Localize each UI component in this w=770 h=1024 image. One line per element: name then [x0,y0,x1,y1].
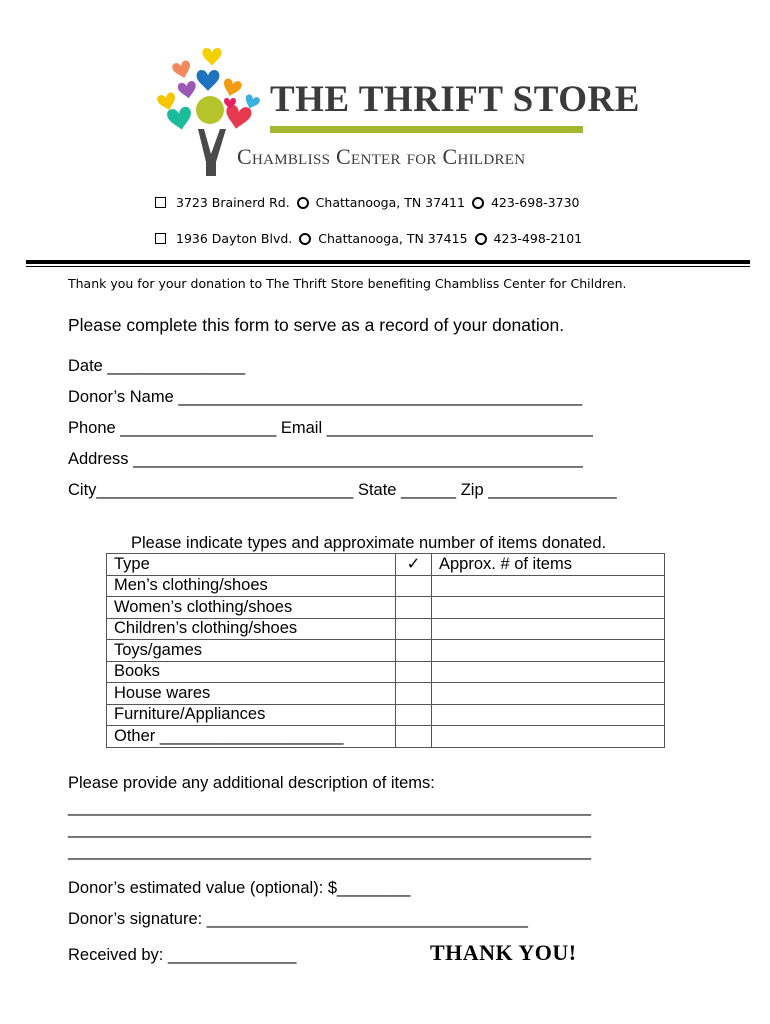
brand-subtitle: Chambliss Center for Children [237,144,526,169]
item-check-cell[interactable] [396,618,432,640]
location-street: 1936 Dayton Blvd. [176,231,293,246]
brand-title: THE THRIFT STORE [270,79,640,120]
table-row [107,597,665,619]
table-row [107,575,665,597]
bullet-circle-icon [472,197,484,209]
item-check-cell[interactable] [396,704,432,726]
header-check: ✓ [396,554,432,576]
item-count-cell[interactable] [432,640,665,662]
item-count-cell[interactable] [432,683,665,705]
location-row-1 [155,195,580,210]
bullet-circle-icon [475,233,487,245]
bullet-circle-icon [297,197,309,209]
item-check-cell[interactable] [396,683,432,705]
location-city: Chattanooga, TN 37411 [315,195,465,210]
item-check-cell[interactable] [396,726,432,748]
intro-text: Please complete this form to serve as a record of your donation. [68,315,565,335]
item-count-cell[interactable] [432,575,665,597]
city-state-zip-field[interactable]: City____________________________ State ______ Zip ______________ [68,481,617,499]
table-header-row [107,554,665,576]
description-line[interactable]: _________________________________________________________ [68,820,592,838]
item-check-cell[interactable] [396,597,432,619]
item-type: Books [107,661,396,683]
description-line[interactable]: _________________________________________________________ [68,798,592,816]
phone-email-field[interactable]: Phone _________________ Email _____________________________ [68,419,593,437]
item-type: Women’s clothing/shoes [107,597,396,619]
table-row [107,661,665,683]
date-field[interactable]: Date _______________ [68,357,246,375]
header-rule-thick [26,260,750,264]
received-by-field[interactable]: Received by: ______________ [68,946,297,964]
header-approx: Approx. # of items [432,554,665,576]
brand-accent-bar [270,126,583,133]
items-table [106,553,665,748]
location-phone: 423-698-3730 [490,195,580,210]
donor-name-field[interactable]: Donor’s Name ____________________________________________ [68,388,583,406]
item-check-cell[interactable] [396,575,432,597]
item-count-cell[interactable] [432,661,665,683]
description-label: Please provide any additional description of items: [68,774,435,792]
thank-you-text: THANK YOU! [430,940,577,965]
table-row [107,618,665,640]
item-type: Children’s clothing/shoes [107,618,396,640]
location-street: 3723 Brainerd Rd. [176,195,290,210]
address-field[interactable]: Address _________________________________________________ [68,450,583,468]
item-count-cell[interactable] [432,597,665,619]
thanks-line: Thank you for your donation to The Thrift Store benefiting Chambliss Center for Children. [68,276,627,291]
item-count-cell[interactable] [432,618,665,640]
checkbox-icon[interactable] [155,197,166,208]
location-city: Chattanooga, TN 37415 [318,231,468,246]
table-row [107,726,665,748]
item-type: Men’s clothing/shoes [107,575,396,597]
item-type[interactable]: Other ____________________ [107,726,396,748]
header-rule-thin [26,266,750,267]
header-type: Type [107,554,396,576]
estimated-value-field[interactable]: Donor’s estimated value (optional): $________ [68,879,411,897]
location-phone: 423-498-2101 [493,231,583,246]
table-caption: Please indicate types and approximate number of items donated. [131,534,607,552]
item-check-cell[interactable] [396,640,432,662]
item-count-cell[interactable] [432,726,665,748]
location-row-2 [155,231,582,246]
table-row [107,704,665,726]
item-type: Furniture/Appliances [107,704,396,726]
signature-field[interactable]: Donor’s signature: ___________________________________ [68,910,528,928]
bullet-circle-icon [299,233,311,245]
checkbox-icon[interactable] [155,233,166,244]
item-type: House wares [107,683,396,705]
item-count-cell[interactable] [432,704,665,726]
table-row [107,683,665,705]
table-row [107,640,665,662]
item-type: Toys/games [107,640,396,662]
item-check-cell[interactable] [396,661,432,683]
description-line[interactable]: _________________________________________________________ [68,842,592,860]
